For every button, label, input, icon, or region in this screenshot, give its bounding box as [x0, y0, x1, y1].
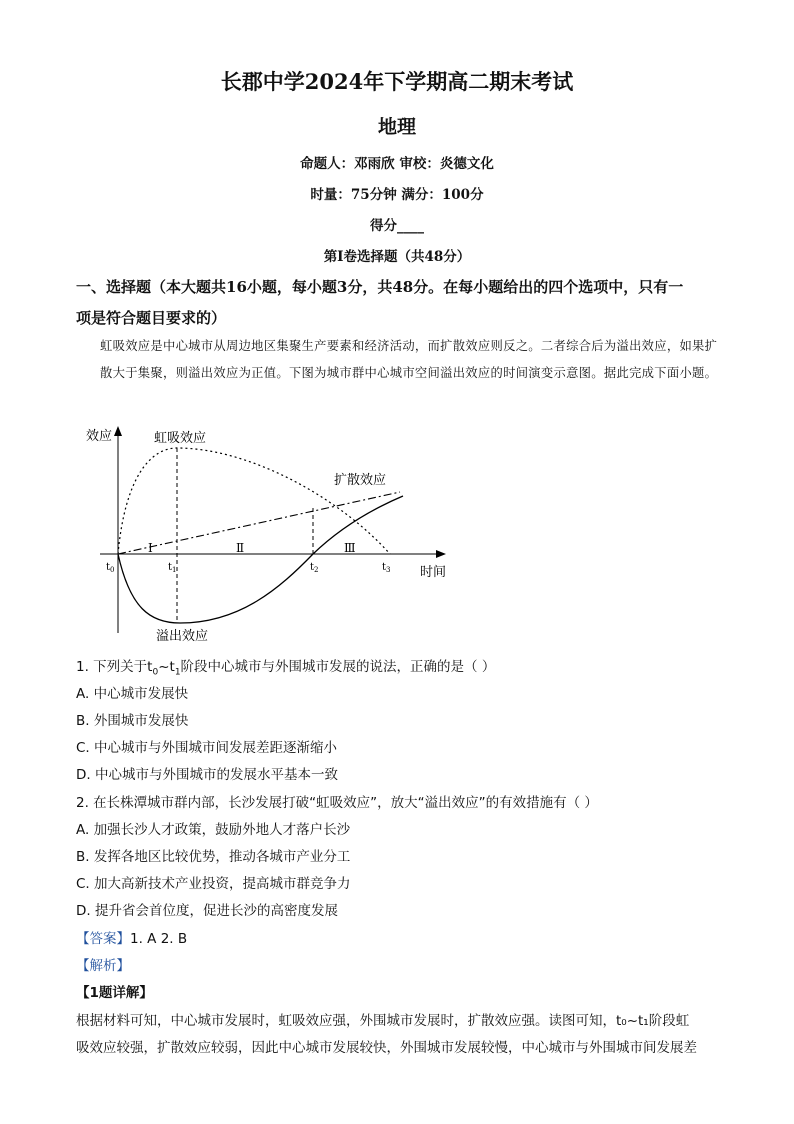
answer-label: 【答案】	[76, 931, 130, 947]
spillover-effect-curve	[118, 496, 403, 623]
question-1-option-a: A. 中心城市发展快	[76, 686, 189, 702]
x-axis-arrow-icon	[436, 550, 446, 558]
question-1-option-d: D. 中心城市与外围城市的发展水平基本一致	[76, 767, 338, 783]
y-axis-label: 效应	[86, 429, 113, 444]
score-blank-line: 得分____	[370, 218, 424, 234]
question-2-option-c: C. 加大高新技术产业投资，提高城市群竞争力	[76, 876, 351, 892]
analysis-line-1: 根据材料可知，中心城市发展时，虹吸效应强，外围城市发展时，扩散效应强。读图可知，t₀~t₁阶段虹	[76, 1013, 690, 1029]
time-score-line: 时量：75分钟 满分：100分	[310, 187, 484, 203]
question-2-option-d: D. 提升省会首位度，促进长沙的高密度发展	[76, 903, 338, 919]
authors-line: 命题人：邓雨欣 审校：炎德文化	[300, 156, 494, 172]
t3-label: $t_3$	[382, 562, 391, 574]
siphon-effect-curve	[118, 448, 390, 554]
stage-1-label: Ⅰ	[148, 541, 153, 555]
siphon-effect-label: 虹吸效应	[154, 431, 207, 446]
spillover-effect-label: 溢出效应	[156, 629, 209, 644]
answer-value: 1. A 2. B	[130, 931, 188, 947]
question-2-option-a: A. 加强长沙人才政策，鼓励外地人才落户长沙	[76, 822, 351, 838]
analysis-label: 【解析】	[76, 958, 130, 974]
question-1-stem: 1. 下列关于$t_0\sim t_1$阶段中心城市与外围城市发展的说法，正确的是（ ）	[76, 659, 496, 678]
subject-title: 地理	[377, 116, 416, 138]
question-2-option-b: B. 发挥各地区比较优势，推动各城市产业分工	[76, 849, 351, 865]
section-heading-line2: 项是符合题目要求的）	[76, 309, 227, 327]
section-heading-line1: 一、选择题（本大题共16小题，每小题3分，共48分。在每小题给出的四个选项中，只有一	[76, 278, 684, 296]
analysis-line-2: 吸效应较强，扩散效应较弱，因此中心城市发展较快，外围城市发展较慢，中心城市与外围城市间发展差	[76, 1040, 697, 1056]
diffusion-effect-label: 扩散效应	[334, 473, 387, 488]
t1-label: $t_1$	[168, 562, 177, 574]
t2-label: $t_2$	[310, 562, 319, 574]
answer-line	[76, 927, 187, 947]
t0-label: $t_0$	[106, 562, 115, 574]
stage-2-label: Ⅱ	[236, 541, 245, 555]
question-1-option-c: C. 中心城市与外围城市间发展差距逐渐缩小	[76, 740, 338, 756]
question-1-option-b: B. 外围城市发展快	[76, 713, 189, 729]
part1-heading: 第Ⅰ卷选择题（共48分）	[323, 249, 471, 265]
spillover-effect-figure	[70, 418, 460, 648]
material-intro: 虹吸效应是中心城市从周边地区集聚生产要素和经济活动，而扩散效应则反之。二者综合后为溢出效应，如果扩散大于集聚，则溢出效应为正值。下图为城市群中心城市空间溢出效应的时间演变示意图。据此完成下面小题。	[100, 339, 718, 380]
x-axis-label: 时间	[420, 565, 447, 580]
question-2-stem: 2. 在长株潭城市群内部，长沙发展打破“虹吸效应”，放大“溢出效应”的有效措施有（ ）	[76, 795, 598, 811]
y-axis-arrow-icon	[114, 426, 122, 436]
stage-3-label: Ⅲ	[344, 541, 356, 555]
detail-1-label: 【1题详解】	[76, 985, 153, 1001]
exam-title: 长郡中学2024年下学期高二期末考试	[220, 69, 574, 94]
